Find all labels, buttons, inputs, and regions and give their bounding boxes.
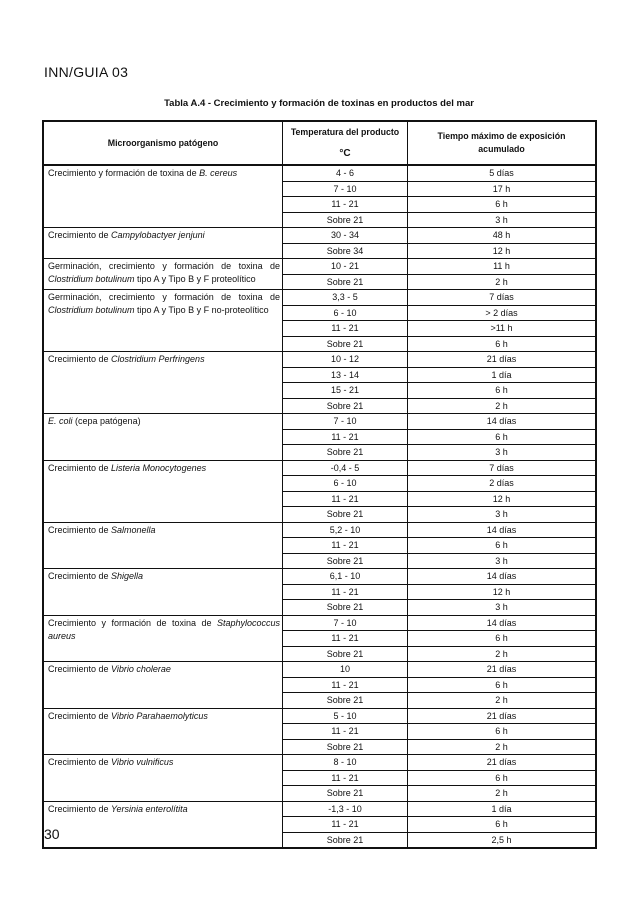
exposure-time-cell: 6 h [408,817,597,833]
microorganism-text: Crecimiento de [48,757,112,767]
microorganism-cell [43,522,283,569]
temperature-cell: Sobre 21 [283,739,408,755]
exposure-time-cell: 2 h [408,786,597,802]
exposure-time-cell: >11 h [408,321,597,337]
document-header: INN/GUIA 03 [44,64,129,80]
temperature-cell: Sobre 21 [283,832,408,848]
exposure-time-cell: 6 h [408,677,597,693]
temperature-cell: 11 - 21 [283,770,408,786]
temperature-cell: Sobre 21 [283,693,408,709]
exposure-time-cell: 6 h [408,724,597,740]
microorganism-text: tipo A y Tipo B y F no-proteolítico [134,305,269,315]
temperature-unit: °C [339,148,351,159]
temperature-cell: Sobre 21 [283,553,408,569]
temperature-cell: 10 [283,662,408,678]
exposure-time-cell: 2 h [408,693,597,709]
temperature-cell: 11 - 21 [283,817,408,833]
column-header-microorganism: Microorganismo patógeno [43,121,283,165]
microorganism-text: Salmonella [111,524,156,535]
microorganism-cell [43,708,283,755]
microorganism-text: Crecimiento de [48,354,112,364]
table-row [43,290,596,306]
table-row [43,522,596,538]
microorganism-text: Crecimiento de [48,524,112,535]
exposure-time-cell: 11 h [408,259,597,275]
temperature-cell: 11 - 21 [283,429,408,445]
temperature-cell: 11 - 21 [283,631,408,647]
microorganism-text: Campylobactyer jenjuni [111,230,205,240]
exposure-time-cell: 1 día [408,367,597,383]
microorganism-text: Clostridium botulinum [48,305,135,315]
microorganism-text: Crecimiento y formación de toxina de [48,168,200,178]
microorganism-text: Germinación, crecimiento y formación de toxina de [48,261,280,271]
temperature-cell: Sobre 21 [283,398,408,414]
exposure-time-cell: 5 días [408,165,597,181]
exposure-time-cell: 14 días [408,522,597,538]
microorganism-cell [43,414,283,461]
temperature-cell: 7 - 10 [283,414,408,430]
microorganism-cell [43,290,283,352]
exposure-time-cell: 2 h [408,274,597,290]
temperature-cell: 5,2 - 10 [283,522,408,538]
temperature-cell: 7 - 10 [283,181,408,197]
temperature-cell: Sobre 21 [283,274,408,290]
temperature-cell: 6 - 10 [283,305,408,321]
exposure-time-cell: 7 días [408,290,597,306]
microorganism-text: Crecimiento de [48,462,112,473]
exposure-time-cell: 48 h [408,228,597,244]
exposure-time-cell: 3 h [408,553,597,569]
microorganism-cell [43,755,283,802]
temperature-cell: 11 - 21 [283,724,408,740]
exposure-time-cell: 12 h [408,491,597,507]
exposure-time-cell: 17 h [408,181,597,197]
microorganism-text: Clostridium botulinum [48,274,135,284]
table-row [43,708,596,724]
exposure-time-cell: 12 h [408,584,597,600]
growth-toxin-table [42,120,597,849]
microorganism-text: Crecimiento de [48,571,112,581]
temperature-cell: 6 - 10 [283,476,408,492]
microorganism-cell [43,228,283,259]
exposure-time-cell: 7 días [408,460,597,476]
microorganism-text: Staphylococcus aureus [48,617,280,641]
microorganism-text: E. coli [48,416,73,426]
temperature-cell: 6,1 - 10 [283,569,408,585]
microorganism-text: Crecimiento y formación de toxina de [48,617,217,628]
exposure-time-cell: 14 días [408,569,597,585]
exposure-time-cell: 21 días [408,708,597,724]
exposure-time-cell: 1 día [408,801,597,817]
exposure-time-cell: 6 h [408,336,597,352]
microorganism-text: Crecimiento de [48,803,112,814]
exposure-time-cell: 21 días [408,662,597,678]
temperature-cell: 13 - 14 [283,367,408,383]
temperature-cell: Sobre 34 [283,243,408,259]
temperature-cell: 8 - 10 [283,755,408,771]
temperature-cell: Sobre 21 [283,336,408,352]
microorganism-text: Crecimiento de [48,710,112,721]
temperature-cell: 15 - 21 [283,383,408,399]
temperature-cell: 7 - 10 [283,615,408,631]
exposure-time-cell: 2 días [408,476,597,492]
microorganism-cell [43,569,283,616]
microorganism-text: Vibrio vulnificus [111,757,174,767]
microorganism-cell [43,352,283,414]
temperature-cell: 3,3 - 5 [283,290,408,306]
microorganism-text: Listeria Monocytogenes [111,462,207,473]
exposure-time-cell: > 2 días [408,305,597,321]
table-row [43,569,596,585]
temperature-cell: Sobre 21 [283,786,408,802]
temperature-cell: -1,3 - 10 [283,801,408,817]
table-caption: Tabla A.4 - Crecimiento y formación de toxinas en productos del mar [164,98,474,109]
temperature-cell: 5 - 10 [283,708,408,724]
microorganism-text: Crecimiento de [48,230,112,240]
exposure-time-cell: 14 días [408,615,597,631]
exposure-time-cell: 6 h [408,538,597,554]
microorganism-text: Clostridium Perfringens [111,354,205,364]
temperature-cell: Sobre 21 [283,600,408,616]
microorganism-text: B. cereus [199,168,238,178]
exposure-time-cell: 2 h [408,646,597,662]
table-row [43,352,596,368]
column-header-time: Tiempo máximo de exposición acumulado [408,121,597,165]
temperature-cell: 11 - 21 [283,584,408,600]
table-body [43,165,596,848]
microorganism-text: Vibrio Parahaemolyticus [111,710,208,721]
microorganism-cell [43,165,283,228]
exposure-time-cell: 2 h [408,398,597,414]
temperature-cell: Sobre 21 [283,507,408,523]
temperature-cell: Sobre 21 [283,646,408,662]
temperature-cell: 11 - 21 [283,197,408,213]
exposure-time-cell: 3 h [408,507,597,523]
temperature-cell: 11 - 21 [283,677,408,693]
microorganism-text: Germinación, crecimiento y formación de toxina de [48,292,280,302]
table-row [43,228,596,244]
exposure-time-cell: 3 h [408,212,597,228]
microorganism-text: Yersinia enterolítita [111,803,188,814]
exposure-time-cell: 6 h [408,631,597,647]
temperature-cell: 4 - 6 [283,165,408,181]
temperature-cell: 10 - 12 [283,352,408,368]
exposure-time-cell: 6 h [408,429,597,445]
table-row [43,165,596,181]
microorganism-text: tipo A y Tipo B y F proteolítico [134,274,256,284]
table-row [43,259,596,275]
microorganism-text: (cepa patógena) [72,416,141,426]
exposure-time-cell: 3 h [408,445,597,461]
microorganism-cell [43,615,283,662]
exposure-time-cell: 21 días [408,352,597,368]
temperature-cell: Sobre 21 [283,212,408,228]
temperature-cell: -0,4 - 5 [283,460,408,476]
microorganism-text: Crecimiento de [48,664,112,674]
exposure-time-cell: 6 h [408,770,597,786]
temperature-cell: 11 - 21 [283,321,408,337]
temperature-cell: Sobre 21 [283,445,408,461]
exposure-time-cell: 2,5 h [408,832,597,848]
column-header-temperature: Temperatura del producto °C [283,121,408,165]
temperature-cell: 11 - 21 [283,538,408,554]
microorganism-text: Shigella [111,571,144,581]
table-row [43,662,596,678]
temperature-cell: 10 - 21 [283,259,408,275]
table-row [43,801,596,817]
microorganism-cell [43,460,283,522]
microorganism-cell [43,801,283,848]
exposure-time-cell: 2 h [408,739,597,755]
exposure-time-cell: 14 días [408,414,597,430]
page-number: 30 [44,826,60,842]
microorganism-text: Vibrio cholerae [111,664,171,674]
exposure-time-cell: 21 días [408,755,597,771]
microorganism-cell [43,259,283,290]
table-row [43,615,596,631]
table-header-row [43,121,596,165]
temperature-cell: 30 - 34 [283,228,408,244]
temperature-cell: 11 - 21 [283,491,408,507]
table-row [43,460,596,476]
microorganism-cell [43,662,283,709]
table-row [43,755,596,771]
table-row [43,414,596,430]
exposure-time-cell: 6 h [408,383,597,399]
exposure-time-cell: 12 h [408,243,597,259]
exposure-time-cell: 3 h [408,600,597,616]
exposure-time-cell: 6 h [408,197,597,213]
